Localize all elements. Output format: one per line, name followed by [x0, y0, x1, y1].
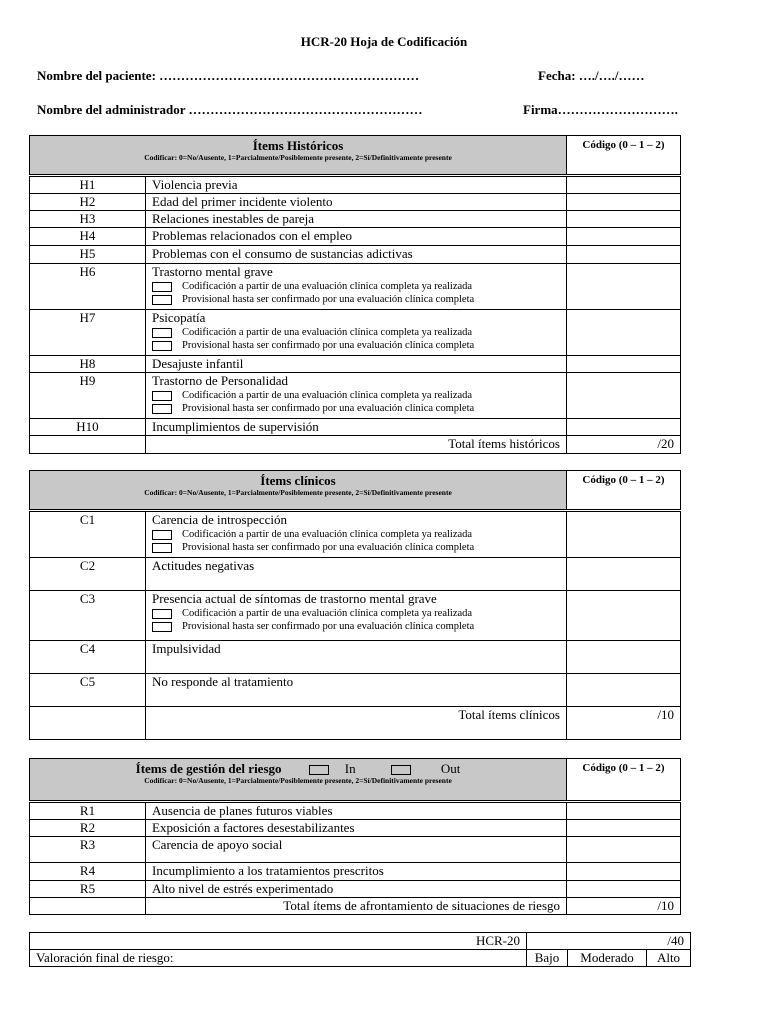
item-code: H5: [30, 246, 146, 264]
item-code: H1: [30, 177, 146, 194]
item-code: C5: [30, 674, 146, 707]
score-cell[interactable]: [567, 512, 681, 558]
coding-legend: Codificar: 0=No/Ausente, 1=Parcialmente/Posiblemente presente, 2=Sí/Definitivamente presente: [144, 488, 452, 497]
item-label: Carencia de apoyo social: [146, 837, 567, 863]
table-row: [30, 310, 681, 356]
item-label: Incumplimientos de supervisión: [146, 419, 567, 436]
score-cell[interactable]: [567, 373, 681, 419]
risk-section-title: Ítems de gestión del riesgo: [135, 761, 282, 776]
table-row: [30, 373, 681, 419]
option-provisional: Provisional hasta ser confirmado por una evaluación clínica completa: [152, 293, 560, 306]
score-cell[interactable]: [567, 881, 681, 898]
table-row: [30, 194, 681, 211]
table-row: [30, 419, 681, 436]
table-row: [30, 264, 681, 310]
item-label: Problemas con el consumo de sustancias adictivas: [146, 246, 567, 264]
score-cell[interactable]: [567, 820, 681, 837]
item-code: H3: [30, 211, 146, 228]
item-code: R2: [30, 820, 146, 837]
patient-name-field[interactable]: Nombre del paciente: ……………………………………………………: [37, 68, 420, 83]
historical-items-table: [29, 135, 681, 454]
score-cell[interactable]: [567, 228, 681, 246]
item-code: H10: [30, 419, 146, 436]
table-row: [30, 512, 681, 558]
checkbox[interactable]: [152, 622, 172, 632]
item-code: C3: [30, 591, 146, 641]
clinical-section-header: [30, 471, 567, 510]
option-provisional: Provisional hasta ser confirmado por una evaluación clínica completa: [152, 339, 560, 352]
option-provisional: Provisional hasta ser confirmado por una evaluación clínica completa: [152, 541, 560, 554]
score-cell[interactable]: [567, 177, 681, 194]
table-row: [30, 863, 681, 881]
checkbox[interactable]: [152, 391, 172, 401]
item-label: Psicopatía: [152, 310, 206, 325]
table-row: [30, 177, 681, 194]
item-code: R4: [30, 863, 146, 881]
score-cell[interactable]: [567, 246, 681, 264]
score-cell[interactable]: [567, 674, 681, 707]
historical-section-header: [30, 136, 567, 175]
coding-legend: Codificar: 0=No/Ausente, 1=Parcialmente/Posiblemente presente, 2=Sí/Definitivamente presente: [144, 153, 452, 162]
risk-level-high[interactable]: Alto: [647, 950, 691, 967]
checkbox[interactable]: [152, 295, 172, 305]
hcr-total-label: HCR-20: [30, 933, 527, 950]
total-max: /10: [567, 898, 681, 915]
checkbox[interactable]: [152, 404, 172, 414]
score-cell[interactable]: [567, 356, 681, 373]
table-row: [30, 246, 681, 264]
item-label: Presencia actual de síntomas de trastorno mental grave: [152, 591, 437, 606]
risk-items-table: [29, 758, 681, 915]
option-complete: Codificación a partir de una evaluación clínica completa ya realizada: [152, 607, 560, 620]
historical-section-title: Ítems Históricos: [252, 138, 344, 153]
score-cell[interactable]: [567, 264, 681, 310]
hcr-total-max: /40: [527, 933, 691, 950]
score-cell[interactable]: [567, 863, 681, 881]
table-row: [30, 641, 681, 674]
option-complete: Codificación a partir de una evaluación clínica completa ya realizada: [152, 389, 560, 402]
item-label: No responde al tratamiento: [146, 674, 567, 707]
checkbox[interactable]: [152, 328, 172, 338]
score-cell[interactable]: [567, 211, 681, 228]
item-cell: [146, 512, 567, 558]
option-provisional: Provisional hasta ser confirmado por una evaluación clínica completa: [152, 402, 560, 415]
item-code: C1: [30, 512, 146, 558]
item-label: Exposición a factores desestabilizantes: [146, 820, 567, 837]
item-label: Edad del primer incidente violento: [146, 194, 567, 211]
risk-section-header: [30, 759, 567, 801]
in-label: In: [344, 761, 356, 776]
signature-field[interactable]: Firma……………………….: [523, 102, 678, 117]
table-row: [30, 820, 681, 837]
table-row: [30, 803, 681, 820]
table-row: [30, 228, 681, 246]
item-code: R5: [30, 881, 146, 898]
table-row: [30, 356, 681, 373]
item-label: Desajuste infantil: [146, 356, 567, 373]
option-provisional: Provisional hasta ser confirmado por una evaluación clínica completa: [152, 620, 560, 633]
out-label: Out: [440, 761, 461, 776]
checkbox[interactable]: [152, 543, 172, 553]
item-label: Trastorno mental grave: [152, 264, 273, 279]
checkbox[interactable]: [152, 609, 172, 619]
item-cell: [146, 264, 567, 310]
table-row: [30, 881, 681, 898]
table-row: [30, 674, 681, 707]
clinical-section-title: Ítems clínicos: [260, 473, 336, 488]
historical-code-header: Código (0 – 1 – 2): [567, 136, 681, 175]
checkbox[interactable]: [152, 341, 172, 351]
total-row: [30, 707, 681, 740]
item-label: Relaciones inestables de pareja: [146, 211, 567, 228]
score-cell[interactable]: [567, 837, 681, 863]
item-code: H2: [30, 194, 146, 211]
table-row: [30, 558, 681, 591]
final-assessment-table: [29, 932, 691, 967]
item-code: H6: [30, 264, 146, 310]
item-cell: [146, 310, 567, 356]
in-checkbox[interactable]: [309, 765, 329, 775]
checkbox[interactable]: [152, 282, 172, 292]
item-label: Ausencia de planes futuros viables: [146, 803, 567, 820]
risk-code-header: Código (0 – 1 – 2): [567, 759, 681, 801]
item-label: Impulsividad: [146, 641, 567, 674]
checkbox[interactable]: [152, 530, 172, 540]
score-cell[interactable]: [567, 803, 681, 820]
risk-level-moderate[interactable]: Moderado: [568, 950, 647, 967]
item-label: Carencia de introspección: [152, 512, 287, 527]
item-label: Trastorno de Personalidad: [152, 373, 289, 388]
risk-level-low[interactable]: Bajo: [527, 950, 568, 967]
item-label: Incumplimiento a los tratamientos prescritos: [146, 863, 567, 881]
total-row: [30, 436, 681, 454]
coding-legend: Codificar: 0=No/Ausente, 1=Parcialmente/Posiblemente presente, 2=Sí/Definitivamente presente: [144, 776, 452, 785]
total-label: Total ítems clínicos: [146, 707, 567, 740]
total-row: [30, 898, 681, 915]
score-cell[interactable]: [567, 641, 681, 674]
total-label: Total ítems históricos: [146, 436, 567, 454]
item-code: H8: [30, 356, 146, 373]
option-complete: Codificación a partir de una evaluación clínica completa ya realizada: [152, 528, 560, 541]
score-cell[interactable]: [567, 194, 681, 211]
item-cell: [146, 373, 567, 419]
score-cell[interactable]: [567, 419, 681, 436]
item-code: H9: [30, 373, 146, 419]
option-complete: Codificación a partir de una evaluación clínica completa ya realizada: [152, 280, 560, 293]
page-title: HCR-20 Hoja de Codificación: [300, 34, 468, 49]
item-code: C2: [30, 558, 146, 591]
option-complete: Codificación a partir de una evaluación clínica completa ya realizada: [152, 326, 560, 339]
table-row: [30, 837, 681, 863]
item-code: R1: [30, 803, 146, 820]
administrator-name-field[interactable]: Nombre del administrador ………………………………………………: [37, 102, 423, 117]
item-label: Violencia previa: [146, 177, 567, 194]
clinical-items-table: [29, 470, 681, 740]
clinical-code-header: Código (0 – 1 – 2): [567, 471, 681, 510]
total-label: Total ítems de afrontamiento de situaciones de riesgo: [146, 898, 567, 915]
hcr-total-row: [30, 933, 691, 950]
item-code: R3: [30, 837, 146, 863]
assessment-row: [30, 950, 691, 967]
item-code: H7: [30, 310, 146, 356]
score-cell[interactable]: [567, 591, 681, 641]
item-label: Actitudes negativas: [146, 558, 567, 591]
score-cell[interactable]: [567, 558, 681, 591]
item-code: C4: [30, 641, 146, 674]
item-cell: [146, 591, 567, 641]
out-checkbox[interactable]: [391, 765, 411, 775]
table-row: [30, 591, 681, 641]
item-label: Alto nivel de estrés experimentado: [146, 881, 567, 898]
total-max: /10: [567, 707, 681, 740]
score-cell[interactable]: [567, 310, 681, 356]
final-assessment-label: Valoración final de riesgo:: [30, 950, 527, 967]
date-field[interactable]: Fecha: …./…./……: [538, 68, 645, 83]
table-row: [30, 211, 681, 228]
item-code: H4: [30, 228, 146, 246]
item-label: Problemas relacionados con el empleo: [146, 228, 567, 246]
total-max: /20: [567, 436, 681, 454]
